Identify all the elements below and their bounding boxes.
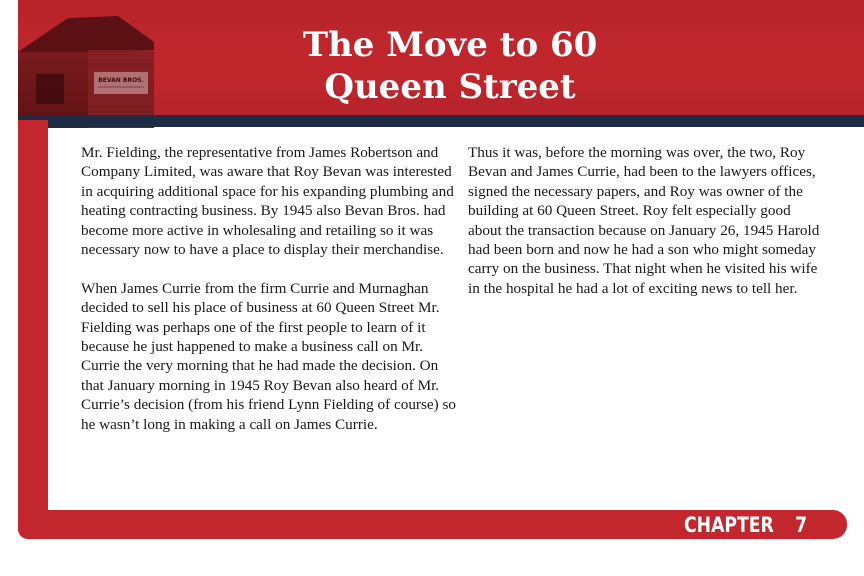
paragraph: When James Currie from the firm Currie and Murnaghan decided to sell his place of business at 60 Queen Street Mr. Fielding was perhaps one of the first people to learn of it because he just happened to make a business call on Mr. Currie the very morning that he had made the decision. On that January morning in 1945 Roy Bevan also heard of Mr. Currie’s decision (from his friend Lynn Fielding of course) so he wasn’t long in making a call on James Currie. bbox=[81, 279, 456, 433]
left-margin-bar bbox=[18, 120, 48, 538]
header-stripe bbox=[18, 115, 864, 127]
building-photo bbox=[18, 12, 158, 128]
chapter-indicator bbox=[684, 510, 807, 539]
right-column bbox=[468, 143, 828, 318]
chapter-number: 7 bbox=[795, 513, 807, 537]
title-line-2: Queen Street bbox=[324, 67, 576, 107]
left-column bbox=[81, 143, 461, 453]
footer-bar bbox=[18, 510, 847, 539]
paragraph: Thus it was, before the morning was over, the two, Roy Bevan and James Currie, had been to the lawyers offices, signed the necessary papers, and Roy was owner of the building at 60 Queen Street. Roy felt especially good about the transaction because on January 26, 1945 Harold had been born and now he had a son who might someday carry on the business. That night when he visited his wife in the hospital he had a lot of exciting news to tell her. bbox=[468, 144, 820, 297]
building-sign-text: BEVAN BROS. bbox=[98, 77, 144, 84]
title-line-1: The Move to 60 bbox=[302, 25, 598, 65]
page-title bbox=[190, 24, 710, 108]
paragraph: Mr. Fielding, the representative from James Robertson and Company Limited, was aware that Roy Bevan was interested in acquiring additional space for his expanding plumbing and heating contracting business. By 1945 also Bevan Bros. had become more active in wholesaling and retailing so it was necessary now to have a place to display their merchandise. bbox=[81, 144, 454, 259]
chapter-label: CHAPTER bbox=[683, 513, 774, 537]
